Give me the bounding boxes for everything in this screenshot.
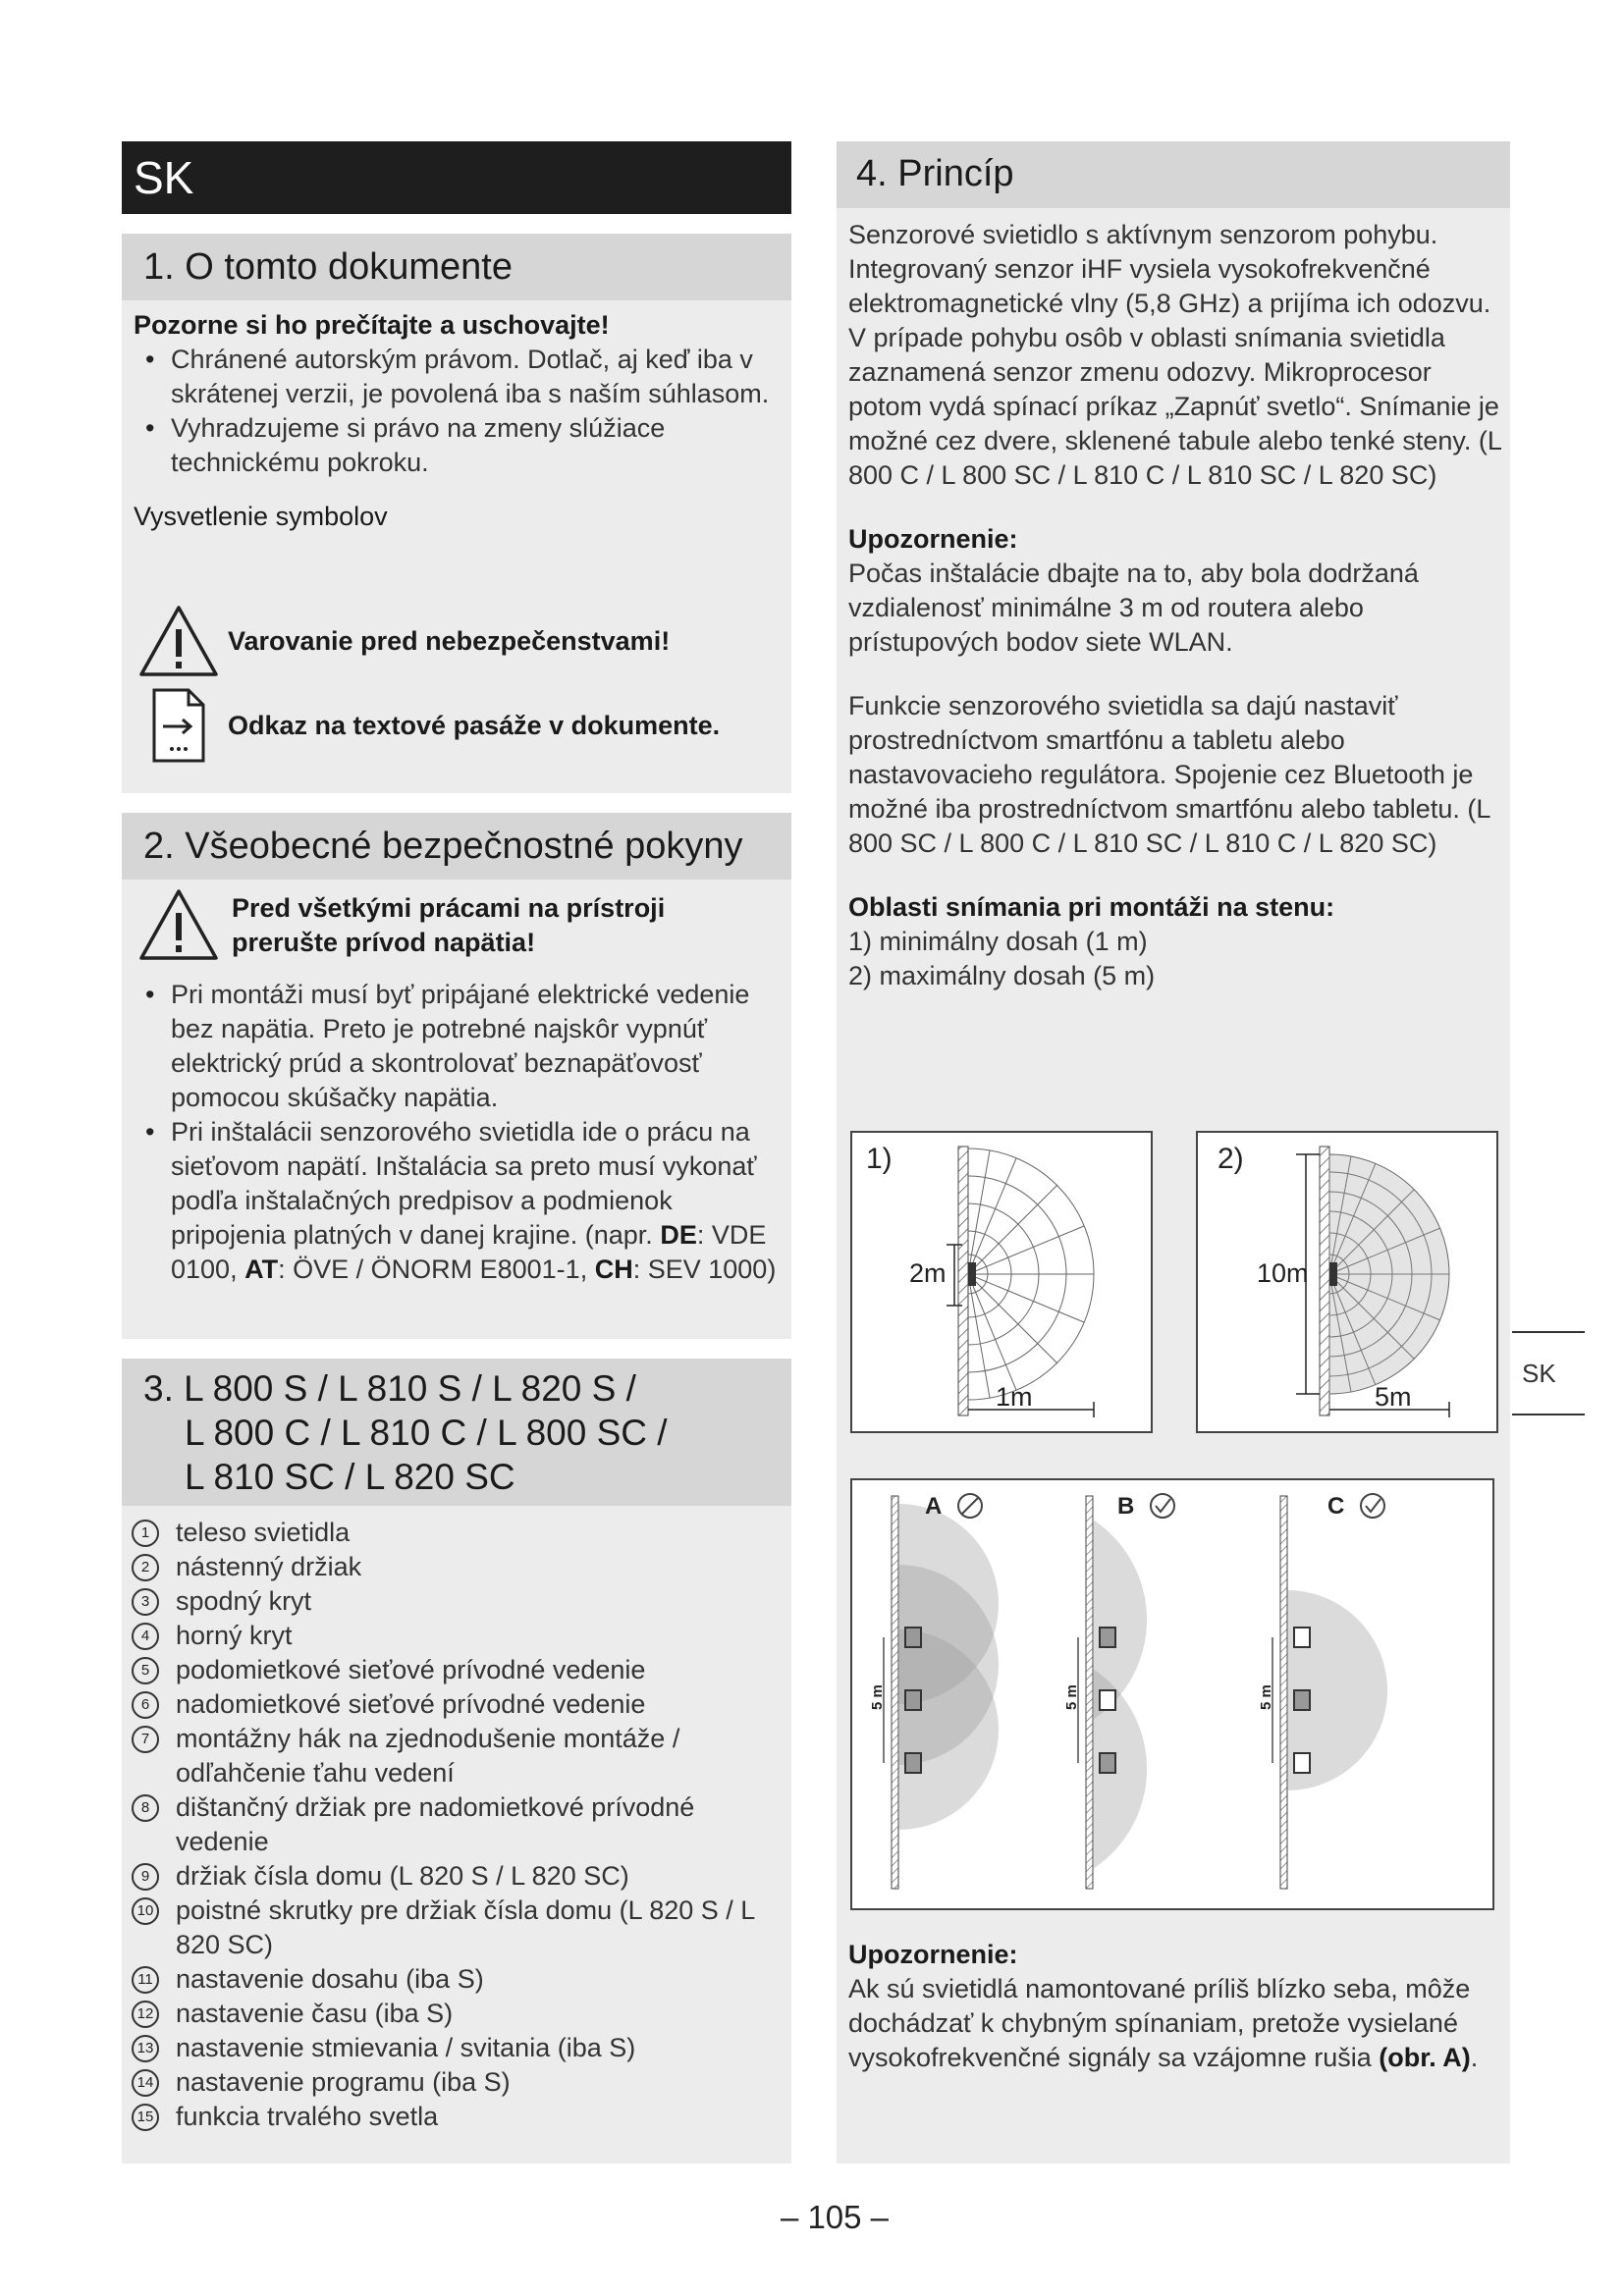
note-heading: Upozornenie:	[848, 1940, 1018, 1969]
item-label: nástenný držiak	[176, 1552, 362, 1581]
fig1-label: 1)	[866, 1143, 893, 1175]
side-tab-rule-top	[1512, 1331, 1585, 1333]
item-label: podomietkové sieťové prívodné vedenie	[176, 1655, 646, 1684]
item-label: nastavenie dosahu (iba S)	[176, 1964, 484, 1994]
item-number-badge: 7	[132, 1726, 159, 1753]
reference-symbol-label: Odkaz na textové pasáže v dokumente.	[228, 711, 721, 740]
section-safety-body	[134, 978, 791, 1287]
item-number-badge: 3	[132, 1588, 159, 1616]
fig1-range: 1m	[996, 1382, 1033, 1412]
item-number-badge: 14	[132, 2069, 159, 2097]
list-item	[122, 2065, 770, 2100]
item-label: nadomietkové sieťové prívodné vedenie	[176, 1689, 646, 1719]
symbols-heading: Vysvetlenie symbolov	[134, 502, 388, 531]
section-about-body	[134, 308, 782, 534]
list-item: • Pri montáži musí byť pripájané elektrické vedenie bez napätia. Preto je potrebné najskôr vypnúť elektrický prúd a skontrolovať beznapäťovosť pomocou skúšačky napätia.	[134, 978, 791, 1115]
about-bullets	[134, 343, 782, 480]
figure-mounting-distance	[850, 1478, 1494, 1910]
figB-label: B	[1117, 1493, 1135, 1520]
area-minimum: 1) minimálny dosah (1 m)	[848, 927, 1148, 956]
section-principle-body	[848, 218, 1504, 993]
list-item	[122, 1653, 770, 1687]
settings-paragraph: Funkcie senzorového svietidla sa dajú nastaviť prostredníctvom smartfónu a tabletu alebo nastavovacieho regulátora. Spojenie cez Bluetooth je možné iba prostredníctvom smartfónu alebo tabletu. (L 800 SC / L 800 C / L 810 SC / L 810 C / L 820 SC)	[848, 691, 1490, 858]
list-item	[122, 1619, 770, 1653]
section-safety-title: 2. Všeobecné bezpečnostné pokyny	[143, 826, 743, 867]
item-number-badge: 12	[132, 2001, 159, 2028]
list-item: • Chránené autorským právom. Dotlač, aj keď iba v skrátenej verzii, je povolená iba s naším súhlasom.	[134, 343, 782, 411]
country-at: AT	[244, 1255, 279, 1284]
warning-symbol-label: Varovanie pred nebezpečenstvami!	[228, 626, 671, 656]
item-label: nastavenie programu (iba S)	[176, 2067, 511, 2097]
list-item	[122, 1790, 770, 1859]
lang-header	[122, 141, 791, 214]
list-item	[122, 1550, 770, 1584]
item-label: horný kryt	[176, 1621, 293, 1650]
note-heading: Upozornenie:	[848, 524, 1018, 554]
list-item	[122, 1687, 770, 1722]
item-label: montážny hák na zjednodušenie montáže / odľahčenie ťahu vedení	[176, 1724, 680, 1788]
side-tab-label: SK	[1522, 1359, 1556, 1388]
item-label: nastavenie času (iba S)	[176, 1999, 454, 2028]
item-number-badge: 4	[132, 1623, 159, 1650]
figure-max-range	[1196, 1131, 1498, 1433]
figA-distance: 5 m	[869, 1684, 886, 1710]
ok-check-icon	[1151, 1494, 1174, 1518]
note-text: Ak sú svietidlá namontované príliš blízko seba, môže dochádzať k chybným spínaniam, pretože vysielané vysokofrekvenčné signály sa vzájomne rušia (obr. A).	[848, 1974, 1479, 2072]
item-number-badge: 8	[132, 1794, 159, 1822]
figure-min-range	[850, 1131, 1153, 1433]
list-item	[122, 1516, 770, 1550]
list-item	[122, 1722, 770, 1790]
read-and-keep-heading: Pozorne si ho prečítajte a uschovajte!	[134, 310, 610, 340]
item-label: držiak čísla domu (L 820 S / L 820 SC)	[176, 1861, 629, 1891]
document-reference-icon	[151, 687, 206, 764]
principle-paragraph: Senzorové svietidlo s aktívnym senzorom pohybu. Integrovaný senzor iHF vysiela vysokofrekvenčné elektromagnetické vlny (5,8 GHz) a prijíma ich odozvu. V prípade pohybu osôb v oblasti snímania svietidla zaznamená senzor zmenu odozvy. Mikroprocesor potom vydá spínací príkaz „Zapnúť svetlo“. Snímanie je možné cez dvere, sklenené tabule alebo tenké steny. (L 800 C / L 800 SC / L 810 C / L 810 SC / L 820 SC)	[848, 220, 1501, 490]
item-number-badge: 11	[132, 1966, 159, 1994]
section-models-header	[122, 1359, 791, 1506]
fig2-height: 10m	[1257, 1258, 1309, 1288]
list-item	[122, 1894, 770, 1962]
item-label: teleso svietidla	[176, 1518, 351, 1547]
list-item	[122, 2031, 770, 2065]
item-number-badge: 1	[132, 1520, 159, 1547]
figC-distance: 5 m	[1258, 1684, 1274, 1710]
list-item	[122, 2100, 770, 2134]
interference-note	[848, 1938, 1504, 2075]
min-range-diagram	[852, 1133, 1151, 1431]
parts-list	[122, 1516, 770, 2134]
list-item	[122, 1584, 770, 1619]
warning-triangle-icon	[137, 887, 220, 962]
fig1-height: 2m	[909, 1258, 947, 1288]
section-about-title: 1. O tomto dokumente	[143, 246, 513, 288]
item-label: funkcia trvalého svetla	[176, 2102, 439, 2131]
power-off-warning: Pred všetkými prácami na prístroji prerušte prívod napätia!	[232, 893, 666, 957]
item-number-badge: 15	[132, 2104, 159, 2131]
item-label: poistné skrutky pre držiak čísla domu (L 820 S / L 820 SC)	[176, 1896, 755, 1959]
item-number-badge: 10	[132, 1897, 159, 1925]
figA-label: A	[925, 1493, 943, 1520]
not-ok-icon	[958, 1494, 982, 1518]
max-range-diagram	[1198, 1133, 1496, 1431]
side-tab-rule-bottom	[1512, 1414, 1585, 1415]
item-number-badge: 13	[132, 2035, 159, 2062]
warning-triangle-icon	[137, 604, 220, 678]
section-principle-title: 4. Princíp	[856, 153, 1014, 194]
item-number-badge: 2	[132, 1554, 159, 1581]
figC-label: C	[1327, 1493, 1345, 1520]
item-label: spodný kryt	[176, 1586, 312, 1616]
ok-check-icon	[1361, 1494, 1384, 1518]
list-item	[122, 1962, 770, 1997]
area-maximum: 2) maximálny dosah (5 m)	[848, 961, 1156, 990]
detection-areas-heading: Oblasti snímania pri montáži na stenu:	[848, 892, 1335, 922]
mounting-distance-diagram	[852, 1480, 1492, 1908]
figB-distance: 5 m	[1063, 1684, 1080, 1710]
list-item: • Pri inštalácii senzorového svietidla ide o prácu na sieťovom napätí. Inštalácia sa preto musí vykonať podľa inštalačných predpisov a podmienok pripojenia platných v danej krajine. (napr. DE: VDE 0100, AT: ÖVE / ÖNORM E8001-1, CH: SEV 1000)	[134, 1115, 791, 1287]
note-text: Počas inštalácie dbajte na to, aby bola dodržaná vzdialenosť minimálne 3 m od routera alebo prístupových bodov siete WLAN.	[848, 559, 1419, 657]
item-label: nastavenie stmievania / svitania (iba S)	[176, 2033, 636, 2062]
section-principle-header	[837, 141, 1510, 208]
fig2-range: 5m	[1375, 1382, 1412, 1412]
item-number-badge: 9	[132, 1863, 159, 1891]
item-number-badge: 5	[132, 1657, 159, 1684]
item-number-badge: 6	[132, 1691, 159, 1719]
country-de: DE	[660, 1220, 697, 1250]
figure-reference: (obr. A)	[1379, 2043, 1471, 2072]
list-item	[122, 1997, 770, 2031]
fig2-label: 2)	[1218, 1143, 1244, 1175]
country-ch: CH	[594, 1255, 633, 1284]
list-item	[122, 1859, 770, 1894]
lang-header-label: SK	[134, 152, 194, 203]
list-item: • Vyhradzujeme si právo na zmeny slúžiace technickému pokroku.	[134, 411, 782, 480]
section-models-title: 3. L 800 S / L 810 S / L 820 S / L 800 C / L 810 C / L 800 SC / L 810 SC / L 820 SC	[143, 1368, 668, 1497]
page-number: – 105 –	[780, 2199, 890, 2235]
section-safety-header	[122, 813, 791, 880]
section-about-header	[122, 234, 791, 300]
item-label: dištančný držiak pre nadomietkové prívodné vedenie	[176, 1792, 695, 1856]
